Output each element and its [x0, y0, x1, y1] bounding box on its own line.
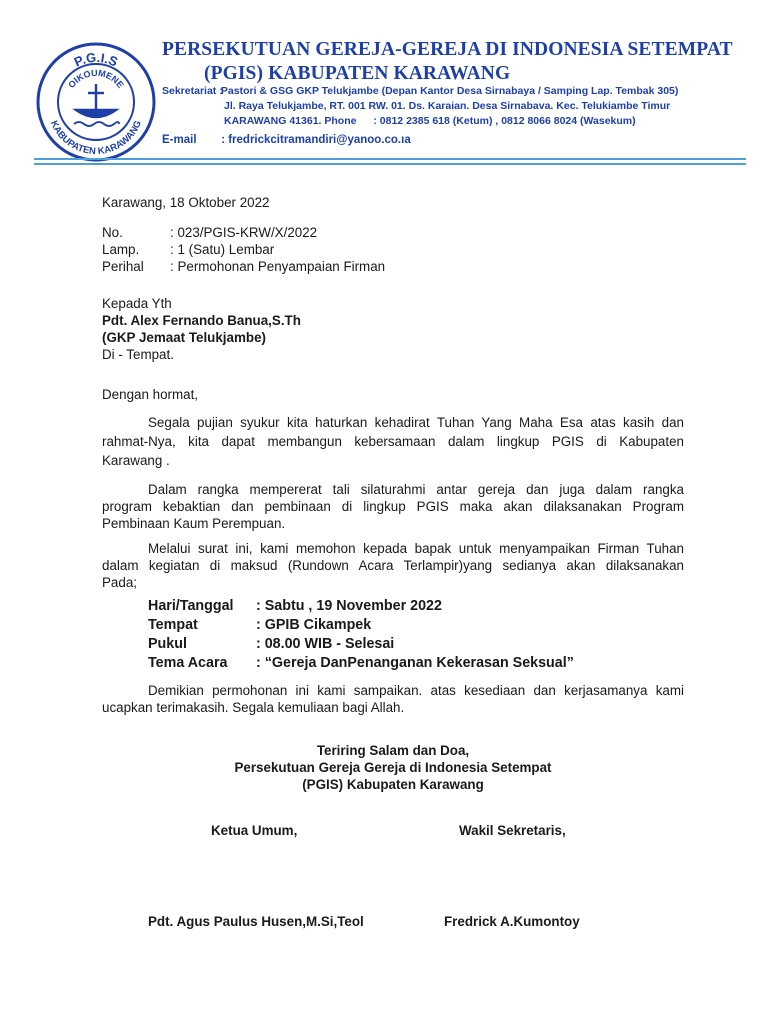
- paragraph-1-line-1: Segala pujian syukur kita haturkan kehadirat Tuhan Yang Maha Esa atas kasih dan: [148, 415, 684, 430]
- pgis-logo: [34, 40, 158, 164]
- detail-value-theme: : “Gereja DanPenanganan Kekerasan Seksual”: [256, 655, 574, 671]
- detail-key-time: Pukul: [148, 636, 187, 652]
- email-label: E-mail: [162, 134, 197, 146]
- place-date: Karawang, 18 Oktober 2022: [102, 195, 270, 210]
- detail-row-theme: [148, 654, 574, 673]
- paragraph-4: [102, 682, 684, 716]
- paragraph-1-line-2: rahmat-Nya, kita dapat membangun kebersamaan dalam lingkup PGIS di Kabupaten: [102, 434, 684, 449]
- detail-row-time: [148, 635, 574, 654]
- logo-bottom-text: KABUPATEN KARAWANG: [47, 118, 145, 158]
- paragraph-3: [102, 540, 684, 591]
- svg-text:P.G.I.S: [72, 50, 121, 70]
- email-value: : fredrickcitramandiri@yanoo.co.ıa: [221, 134, 411, 146]
- svg-text:KABUPATEN KARAWANG: [48, 119, 144, 157]
- event-details: [148, 597, 574, 673]
- logo-inner-text: OIKOUMENE: [66, 67, 126, 90]
- recipient-intro: Kepada Yth: [102, 296, 172, 311]
- closing-line-3: (PGIS) Kabupaten Karawang: [302, 777, 484, 792]
- recipient-place: Di - Tempat.: [102, 347, 174, 362]
- sign-left-title: Ketua Umum,: [211, 823, 298, 838]
- meta-label-lamp: Lamp.: [102, 242, 140, 257]
- secretariat-block: [162, 84, 752, 148]
- greeting: Dengan hormat,: [102, 387, 199, 402]
- detail-value-time: : 08.00 WIB - Selesai: [256, 636, 395, 652]
- meta-label-no: No.: [102, 225, 123, 240]
- paragraph-3-line-2: dalam kegiatan di maksud (Rundown Acara Terlampir)yang sedianya akan dilaksanakan: [102, 558, 684, 573]
- paragraph-1: [102, 413, 684, 470]
- paragraph-3-line-1: Melalui surat ini, kami memohon kepada bapak untuk menyampaikan Firman Tuhan: [148, 541, 684, 556]
- meta-value-lamp: : 1 (Satu) Lembar: [170, 242, 275, 257]
- detail-value-date: : Sabtu , 19 November 2022: [256, 598, 442, 614]
- closing-block: [102, 742, 684, 793]
- detail-key-place: Tempat: [148, 617, 198, 633]
- sign-left-name: Pdt. Agus Paulus Husen,M.Si,Teol: [148, 914, 364, 929]
- meta-label-perihal: Perihal: [102, 259, 144, 274]
- meta-value-no: : 023/PGIS-KRW/X/2022: [170, 225, 318, 240]
- paragraph-4-line-1: Demikian permohonan ini kami sampaikan. atas kesediaan dan kerjasamanya kami: [148, 683, 684, 698]
- detail-row-date: [148, 597, 574, 616]
- letterhead-rule-top: [34, 158, 746, 160]
- paragraph-2-line-1: Dalam rangka mempererat tali silaturahmi antar gereja dan juga dalam rangka: [148, 482, 684, 497]
- paragraph-2: [102, 481, 684, 532]
- sign-right-name: Fredrick A.Kumontoy: [444, 914, 580, 929]
- recipient-org: (GKP Jemaat Telukjambe): [102, 330, 266, 345]
- recipient-name: Pdt. Alex Fernando Banua,S.Th: [102, 313, 301, 328]
- paragraph-1-line-3: Karawang .: [102, 453, 170, 468]
- paragraph-3-line-3: Pada;: [102, 575, 137, 590]
- detail-key-theme: Tema Acara: [148, 655, 228, 671]
- org-title-line1: PERSEKUTUAN GEREJA-GEREJA DI INDONESIA SETEMPAT: [162, 39, 733, 60]
- detail-row-place: [148, 616, 574, 635]
- secretariat-line3a: KARAWANG 41361. Phone: [224, 115, 357, 127]
- detail-key-date: Hari/Tanggal: [148, 598, 234, 614]
- closing-line-2: Persekutuan Gereja Gereja di Indonesia Setempat: [234, 760, 552, 775]
- org-title-line2: (PGIS) KABUPATEN KARAWANG: [204, 63, 511, 84]
- secretariat-label: Sekretariat :: [162, 85, 223, 97]
- secretariat-line1: Pastori & GSG GKP Telukjambe (Depan Kantor Desa Sirnabaya / Samping Lap. Tembak 305): [220, 85, 679, 97]
- detail-value-place: : GPIB Cikampek: [256, 617, 372, 633]
- phone-numbers: : 0812 2385 618 (Ketum) , 0812 8066 8024 (Wasekum): [373, 115, 636, 127]
- sign-right-title: Wakil Sekretaris,: [459, 823, 566, 838]
- recipient-block: [102, 295, 301, 363]
- paragraph-4-line-2: ucapkan terimakasih. Segala kemuliaan bagi Allah.: [102, 700, 405, 715]
- boat-cross-icon: [74, 84, 119, 126]
- closing-line-1: Teriring Salam dan Doa,: [316, 743, 470, 758]
- meta-value-perihal: : Permohonan Penyampaian Firman: [170, 259, 386, 274]
- letter-meta: [102, 224, 385, 275]
- paragraph-2-line-2: program kebaktian dan pembinaan di lingkup PGIS maka akan dilaksanakan Program: [102, 499, 684, 514]
- paragraph-2-line-3: Pembinaan Kaum Perempuan.: [102, 516, 286, 531]
- org-title: [162, 38, 762, 86]
- letterhead-rule-bottom: [34, 163, 746, 165]
- logo-top-text: P.G.I.S: [71, 49, 121, 70]
- secretariat-line2: Jl. Raya Telukjambe, RT. 001 RW. 01. Ds. Karaian. Desa Sirnabava. Kec. Telukiambe Timur: [224, 100, 671, 112]
